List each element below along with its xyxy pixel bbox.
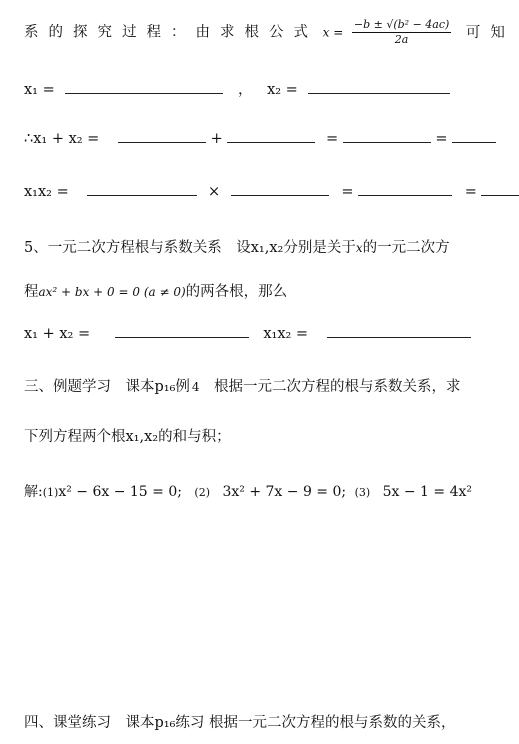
problem-2-marker: (2)	[194, 486, 211, 499]
x2-label: x₂ =	[267, 82, 298, 98]
vieta-sum-blank	[115, 325, 249, 338]
section3-num: 4	[191, 380, 200, 394]
section5-line2	[24, 280, 287, 301]
equals-2: =	[435, 131, 448, 147]
equals-1: =	[325, 131, 339, 147]
prod-blank-2	[231, 183, 329, 196]
vieta-sum-label: x₁ + x₂ =	[24, 326, 91, 342]
section4-head: 四、课堂练习 课本	[24, 715, 155, 731]
times-sign: ×	[207, 184, 221, 200]
roots-line	[24, 78, 450, 99]
separator: ，	[237, 82, 253, 98]
section3-line2-start: 下列方程两个根	[24, 429, 126, 445]
x2-blank	[308, 81, 450, 94]
section3-line2-end: 的和与积；	[158, 429, 231, 445]
section5-prefix: 5、一元二次方程根与系数关系 设	[24, 240, 251, 256]
vieta-prod-label: x₁x₂ =	[263, 326, 309, 342]
section3-example: 例	[175, 379, 190, 395]
problem-3-marker: (3)	[354, 486, 371, 499]
sum-label: ∴x₁ + x₂ =	[24, 131, 100, 147]
formula-numerator: −b ± √(b² − 4ac)	[353, 18, 450, 31]
product-label: x₁x₂ =	[24, 184, 69, 200]
section5-var: x	[355, 241, 363, 255]
x1-blank	[65, 81, 223, 94]
intro-text: 系的探究过程：由求根公式	[24, 24, 318, 41]
prod-blank-1	[87, 183, 197, 196]
formula-tail: 可知	[465, 24, 515, 41]
prod-blank-4	[481, 183, 519, 196]
sum-blank-1	[118, 130, 206, 143]
problem-1-marker: (1)	[42, 486, 59, 499]
section3-line2	[24, 425, 231, 446]
section4-page: p₁₆	[154, 715, 176, 731]
formula-lhs: x =	[322, 25, 344, 40]
section4-line	[24, 711, 456, 732]
section5-line1	[24, 236, 450, 257]
equals-4: =	[464, 184, 477, 200]
sum-blank-3	[343, 130, 431, 143]
plus-sign: +	[210, 131, 223, 147]
vieta-line	[24, 325, 471, 342]
equals-3: =	[341, 184, 354, 200]
section3-head: 三、例题学习 课本	[24, 379, 155, 395]
section3-page: p₁₆	[154, 379, 176, 395]
equation-2: 3x² + 7x − 9 = 0;	[222, 484, 347, 500]
prod-blank-3	[358, 183, 452, 196]
sum-blank-2	[227, 130, 315, 143]
section5-suffix: 的一元二次方	[362, 240, 450, 256]
section5-equation: ax² + bx + 0 = 0 (a ≠ 0)	[38, 285, 186, 299]
quadratic-formula	[352, 18, 451, 47]
formula-denominator: 2a	[394, 33, 409, 46]
section5-line2-start: 程	[24, 284, 39, 300]
x1-label: x₁ =	[24, 82, 55, 98]
formula-line	[24, 18, 515, 47]
section4-rest: 练习 根据一元二次方程的根与系数的关系，	[175, 715, 456, 731]
section3-roots: x₁,x₂	[125, 429, 159, 445]
section5-line2-end: 的两各根，那么	[185, 284, 288, 300]
sum-blank-4	[452, 130, 496, 143]
section5-middle: 分别是关于	[283, 240, 356, 256]
product-line	[24, 183, 519, 200]
solution-label: 解:	[24, 484, 43, 500]
section3-rest: 根据一元二次方程的根与系数关系，求	[199, 379, 461, 395]
section3-line1	[24, 375, 461, 396]
equation-1: x² − 6x − 15 = 0;	[58, 484, 182, 500]
equation-3: 5x − 1 = 4x²	[382, 484, 473, 500]
sum-line	[24, 130, 496, 147]
vieta-prod-blank	[327, 325, 471, 338]
solution-line	[24, 481, 472, 501]
section5-roots: x₁,x₂	[250, 240, 284, 256]
